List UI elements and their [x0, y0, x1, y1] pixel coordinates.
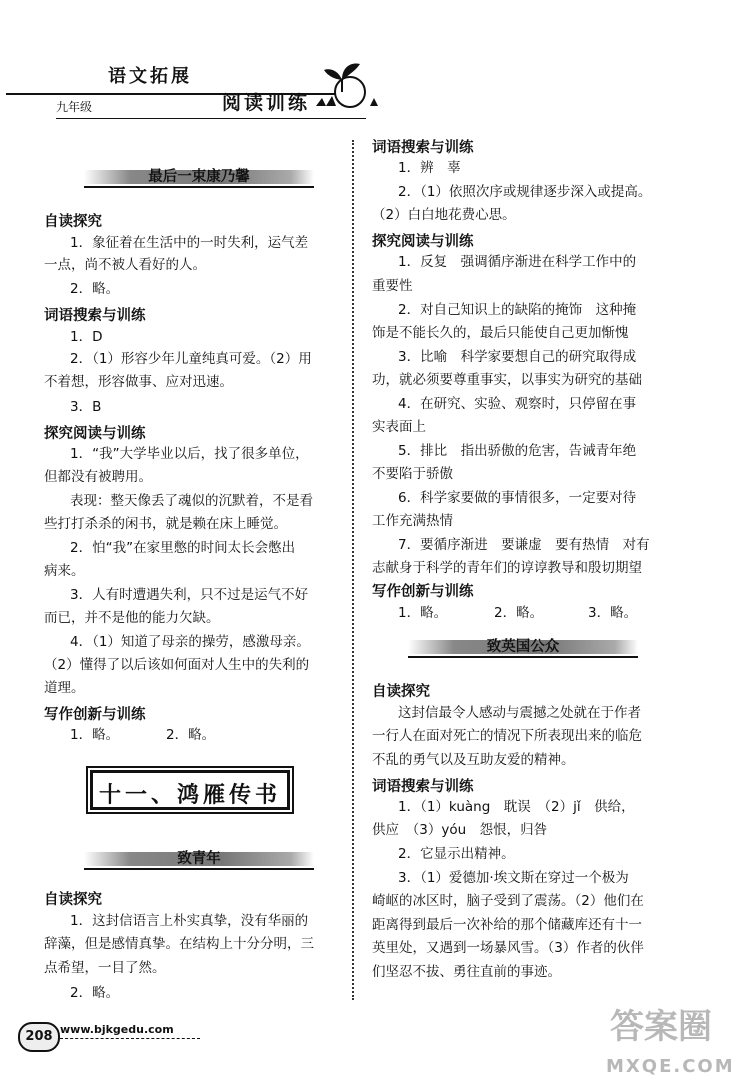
header-title: 语文拓展 — [108, 66, 192, 87]
text-line: 功，就必须要尊重事实，以事实为研究的基础 — [372, 372, 642, 388]
text-line: 1．略。 — [70, 727, 120, 743]
page-number: 208 — [18, 1022, 60, 1052]
watermark-site: MXQE.COM — [606, 1056, 735, 1077]
text-line: 3．略。 — [588, 605, 638, 621]
text-line: 1．略。 — [398, 605, 448, 621]
text-line: 3．B — [70, 399, 102, 415]
section-heading: 词语搜索与训练 — [44, 308, 146, 324]
text-line: 1．这封信语言上朴实真挚，没有华丽的 — [70, 913, 309, 929]
text-line: 一点，尚不被人看好的人。 — [44, 257, 206, 273]
text-line: 但都没有被聘用。 — [44, 469, 152, 485]
text-line: 实表面上 — [372, 419, 426, 435]
text-line: 3．（1）爱德加·埃文斯在穿过一个极为 — [398, 870, 629, 886]
text-line: 志献身于科学的青年们的谆谆教导和殷切期望 — [372, 560, 642, 576]
text-line: 4．在研究、实验、观察时，只停留在事 — [398, 396, 637, 412]
text-line: 5．排比 指出骄傲的危害，告诫青年绝 — [398, 443, 637, 459]
section-heading: 自读探究 — [372, 684, 430, 700]
text-line: （2）白白地花费心思。 — [372, 207, 516, 223]
text-line: 1．辨 辜 — [398, 160, 461, 176]
text-line: 3．比喻 科学家要想自己的研究取得成 — [398, 349, 637, 365]
text-line: 1．（1）kuàng 耽误 （2）jǐ 供给， — [398, 799, 635, 815]
text-line: 一行人在面对死亡的情况下所表现出来的临危 — [372, 728, 642, 744]
text-line: 点希望，一目了然。 — [44, 960, 166, 976]
text-line: 2．略。 — [70, 985, 120, 1001]
text-line: 这封信最令人感动与震撼之处就在于作者 — [398, 705, 641, 721]
text-line: 1．象征着在生活中的一时失利，运气差 — [70, 235, 309, 251]
text-line: 2．怕“我”在家里憋的时间太长会憋出 — [70, 540, 296, 556]
text-line: 4．（1）知道了母亲的操劳，感激母亲。 — [70, 634, 310, 650]
header-rule-2 — [56, 118, 366, 119]
section-heading: 写作创新与训练 — [372, 584, 474, 600]
text-line: 2．略。 — [70, 281, 120, 297]
text-line: 不乱的勇气以及互助友爱的精神。 — [372, 752, 575, 768]
section-heading: 自读探究 — [44, 892, 102, 908]
chapter-title: 十一、鸿雁传书 — [98, 783, 281, 808]
text-line: （2）懂得了以后该如何面对人生中的失利的 — [44, 657, 310, 673]
text-line: 2．略。 — [166, 727, 216, 743]
sprout-sun-icon — [312, 52, 382, 112]
section-heading: 自读探究 — [44, 214, 102, 230]
text-line: 1．“我”大学毕业以后，找了很多单位， — [70, 446, 309, 462]
text-line: 而已，并不是他的能力欠缺。 — [44, 610, 220, 626]
text-line: 道理。 — [44, 680, 85, 696]
text-line: 1．反复 强调循序渐进在科学工作中的 — [398, 254, 637, 270]
section-title: 致英国公众 — [486, 639, 560, 655]
section-heading: 词语搜索与训练 — [372, 779, 474, 795]
text-line: 表现：整天像丢了魂似的沉默着，不是看 — [70, 493, 313, 509]
text-line: 不要陷于骄傲 — [372, 466, 453, 482]
column-divider — [352, 140, 354, 1000]
text-line: 2．（1）依照次序或规律逐步深入或提高。 — [398, 184, 652, 200]
section-heading: 写作创新与训练 — [44, 707, 146, 723]
section-banner — [84, 846, 314, 870]
section-banner — [408, 634, 638, 658]
header-subtitle: 阅读训练 — [222, 92, 311, 114]
text-line: 工作充满热情 — [372, 513, 453, 529]
text-line: 7．要循序渐进 要谦虚 要有热情 对有 — [398, 537, 650, 553]
text-line: 3．人有时遭遇失利，只不过是运气不好 — [70, 587, 309, 603]
section-heading: 探究阅读与训练 — [44, 426, 146, 442]
text-line: 1．D — [70, 329, 103, 345]
text-line: 不着想，形容做事、应对迅速。 — [44, 374, 233, 390]
section-heading: 词语搜索与训练 — [372, 140, 474, 156]
footer-url[interactable]: www.bjkgedu.com — [60, 1023, 174, 1036]
footer-rule — [60, 1038, 200, 1039]
text-line: 些打打杀杀的闲书，就是赖在床上睡觉。 — [44, 516, 287, 532]
text-line: 崎岖的冰区时，脑子受到了震荡。（2）他们在 — [372, 893, 644, 909]
text-line: 6．科学家要做的事情很多，一定要对待 — [398, 490, 637, 506]
section-title: 致青年 — [177, 851, 221, 867]
text-line: 重要性 — [372, 278, 413, 294]
section-banner — [84, 164, 314, 188]
text-line: 们坚忍不拔、勇往直前的事迹。 — [372, 964, 561, 980]
text-line: 2．对自己知识上的缺陷的掩饰 这种掩 — [398, 302, 637, 318]
watermark-text: 答案圈 — [610, 1007, 712, 1047]
header-grade: 九年级 — [56, 100, 93, 114]
text-line: 2．它显示出精神。 — [398, 846, 515, 862]
section-title: 最后一束康乃馨 — [148, 169, 250, 185]
text-line: 饰是不能长久的，最后只能使自己更加惭愧 — [372, 325, 629, 341]
text-line: 距离得到最后一次补给的那个储藏库还有十一 — [372, 917, 642, 933]
text-line: 辞藻，但是感情真挚。在结构上十分分明，三 — [44, 936, 314, 952]
section-heading: 探究阅读与训练 — [372, 234, 474, 250]
text-line: 英里处，又遇到一场暴风雪。（3）作者的伙伴 — [372, 940, 644, 956]
text-line: 2．略。 — [494, 605, 544, 621]
text-line: 病来。 — [44, 563, 85, 579]
text-line: 供应 （3）yóu 怨恨，归咎 — [372, 822, 548, 838]
text-line: 2．（1）形容少年儿童纯真可爱。（2）用 — [70, 351, 312, 367]
chapter-banner — [90, 770, 290, 810]
watermark — [600, 1007, 740, 1077]
